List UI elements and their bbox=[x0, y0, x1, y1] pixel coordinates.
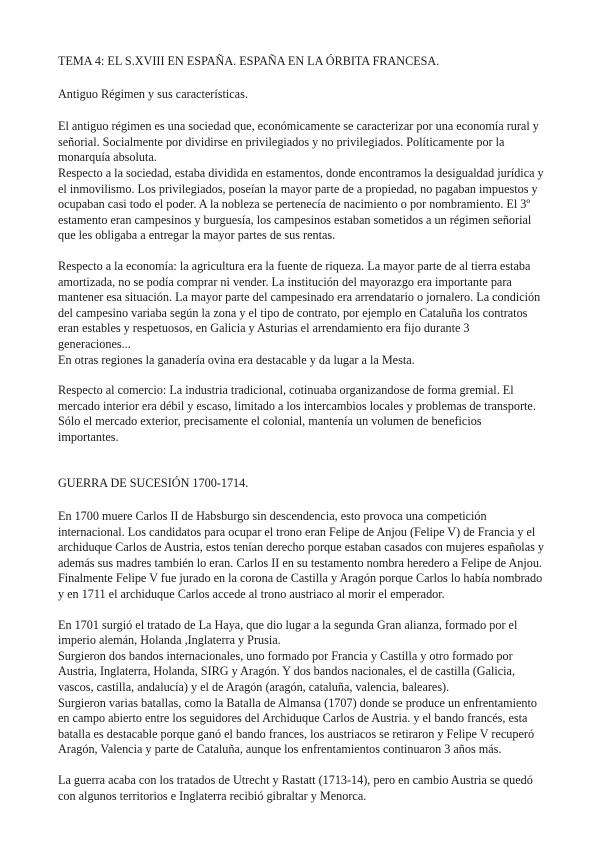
paragraph-economy: Respecto a la economía: la agricultura era la fuente de riqueza. La mayor parte de al tierra estaba amortizada, no se podía comprar ni vender. La institución del mayorazgo era importante para mantener esa situación. La mayor parte del campesinado era arrendatario o jornalero. La condición del campesino variaba según la zona y el tipo de contrato, por ejemplo en Cataluña los contratos eran estables y respetuosos, en Galicia y Asturias el arrendamiento era fijo durante 3 generaciones... bbox=[58, 258, 541, 351]
paragraph-la-haya: En 1701 surgió el tratado de La Haya, que dio lugar a la segunda Gran alianza, formado por el imperio alemán, Holanda ,Inglaterra y Prusia. bbox=[58, 617, 518, 648]
paragraph-intro: El antiguo régimen es una sociedad que, económicamente se caracterizar por una economía rural y señorial. Socialmente por dividirse en privilegiados y no privilegiados. Políticamente por la monarquía absoluta. bbox=[58, 119, 539, 165]
paragraph-batallas: Surgieron varias batallas, como la Batalla de Almansa (1707) donde se produce un enfrentamiento en campo abierto entre los seguidores del Archiduque Carlos de Austria. y el bando francés, esta batalla es destacable porque ganó el bando frances, los austriacos se retiraron y Felipe V recuperó Aragón, Valencia y parte de Cataluña, aunque los enfrentamientos continuaron 3 años más. bbox=[58, 695, 538, 757]
paragraph-block-society bbox=[58, 119, 544, 244]
document-title: TEMA 4: EL S.XVIII EN ESPAÑA. ESPAÑA EN LA ÓRBITA FRANCESA. bbox=[58, 54, 440, 68]
paragraph-block-alliances bbox=[58, 618, 544, 758]
paragraph-succession: En 1700 muere Carlos II de Habsburgo sin descendencia, esto provoca una competición internacional. Los candidatos para ocupar el trono eran Felipe de Anjou (Felipe V) de Francia y el archiduque Carlos de Austria, estos tenían derecho porque estaban casados con mujeres españolas y además sus madres también lo eran. Carlos II en su testamento nombra heredero a Felipe de Anjou. Finalmente Felipe V fue jurado en la corona de Castilla y Aragón porque Carlos lo había nombrado y en 1711 el archiduque Carlos accede al trono austriaco al morir el emperador. bbox=[58, 509, 544, 602]
paragraph-block-treaties bbox=[58, 773, 544, 804]
paragraph-block-economy bbox=[58, 259, 544, 368]
paragraph-bandos: Surgieron dos bandos internacionales, uno formado por Francia y Castilla y otro formado por Austria, Inglaterra, Holanda, SIRG y Aragón. Y dos bandos nacionales, el de castilla (Galicia, vascos, castilla, andalucía) y el de Aragón (aragón, cataluña, valencia, baleares). bbox=[58, 648, 516, 694]
paragraph-block-succession bbox=[58, 509, 544, 603]
paragraph-mesta: En otras regiones la ganadería ovina era destacable y da lugar a la Mesta. bbox=[58, 352, 415, 367]
paragraph-society: Respecto a la sociedad, estaba dividida en estamentos, donde encontramos la desigualdad jurídica y el inmovilismo. Los privilegiados, poseían la mayor parte de a propiedad, no pagaban impuestos y ocupaban casi todo el poder. A la nobleza se pertenecía de nacimiento o por nombramiento. El 3º estamento eran campesinos y burguesía, los campesinos estaban sometidos a un régimen señorial que les obligaba a entregar la mayor partes de sus rentas. bbox=[58, 165, 544, 243]
section-heading-antiguo-regimen: Antiguo Régimen y sus características. bbox=[58, 86, 248, 101]
paragraph-utrecht: La guerra acaba con los tratados de Utrecht y Rastatt (1713-14), pero en cambio Austria se quedó con algunos territorios e Inglaterra recibió gibraltar y Menorca. bbox=[58, 772, 533, 803]
section-heading-guerra-sucesion: GUERRA DE SUCESIÓN 1700-1714. bbox=[58, 476, 249, 491]
paragraph-block-commerce bbox=[58, 383, 544, 445]
paragraph-commerce: Respecto al comercio: La industria tradicional, cotinuaba organizandose de forma gremial. El mercado interior era débil y escaso, limitado a los intercambios locales y problemas de transporte. Sólo el mercado exterior, precisamente el colonial, mantenía un volumen de beneficios importantes. bbox=[58, 383, 536, 444]
